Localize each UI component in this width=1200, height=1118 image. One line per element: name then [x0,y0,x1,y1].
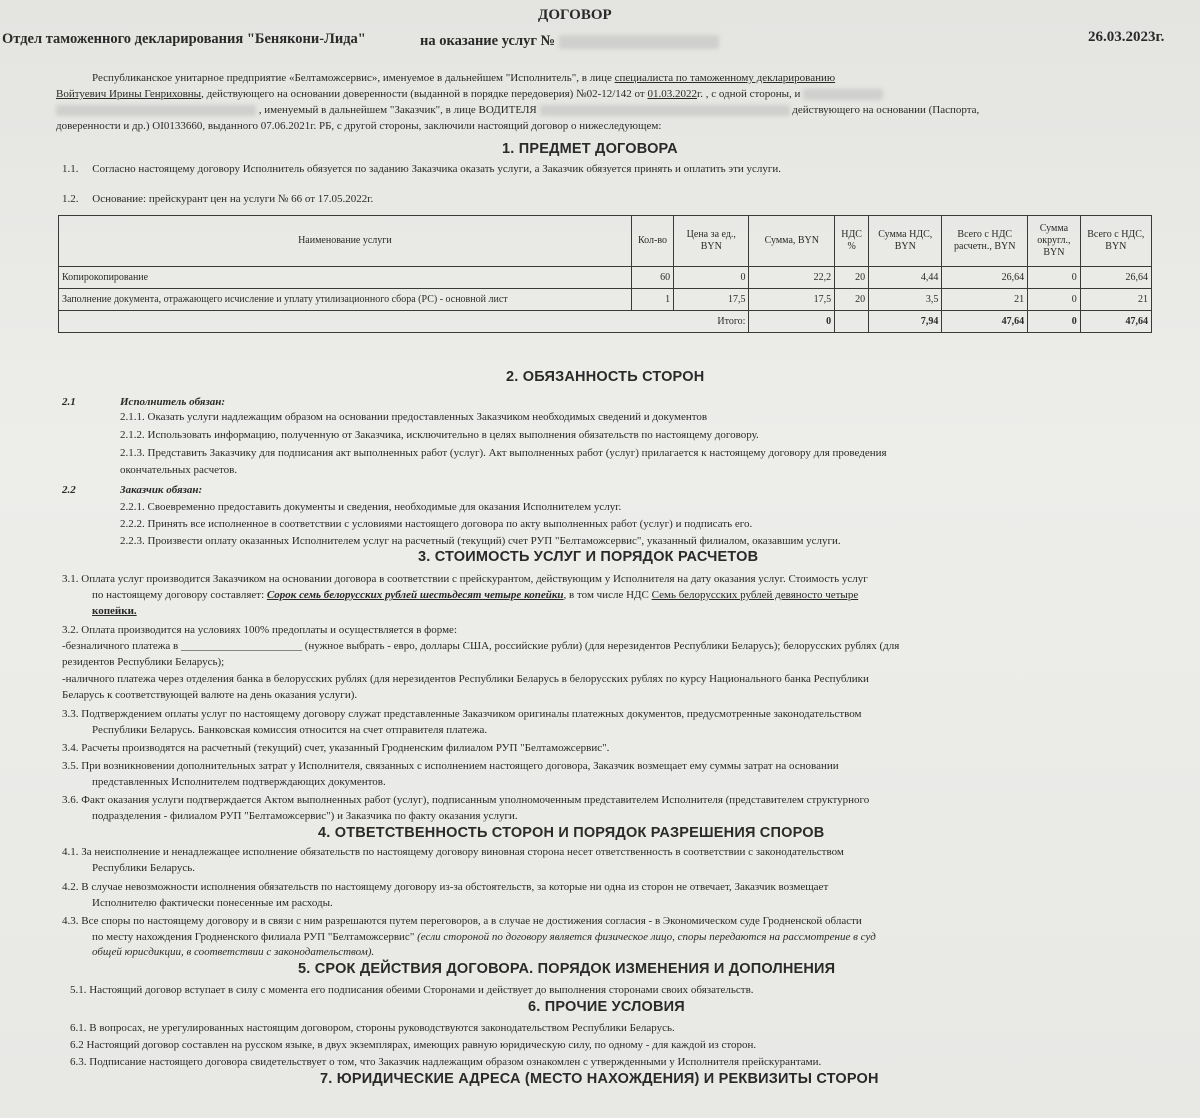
table-header-row [59,216,1152,267]
header-rounding: Сумма округл., BYN [1028,216,1081,267]
intro-line3-text: , именуемый в дальнейшем "Заказчик", в лице ВОДИТЕЛЯ [258,104,537,116]
clause-2-2-2: 2.2.2. Принять все исполненное в соответствии с условиями настоящего договора по акту выполненных работ (услуг) и подписать его. [120,518,753,530]
header-vat: НДС % [835,216,869,267]
intro-line4: доверенности и др.) OI0133660, выданного 07.06.2021г. РБ, с другой стороны, заключили настоящий договор о нижеследующем: [56,120,662,132]
header-price: Цена за ед., BYN [674,216,749,267]
section-7-title: 7. ЮРИДИЧЕСКИЕ АДРЕСА (МЕСТО НАХОЖДЕНИЯ) И РЕКВИЗИТЫ СТОРОН [320,1071,879,1087]
clause-2-1-number: 2.1 [62,396,76,408]
clause-6-1: 6.1. В вопросах, не урегулированных настоящим договором, стороны руководствуются законодательством Республики Беларусь. [70,1022,675,1034]
total-calc: 47,64 [942,311,1028,333]
row-total: 21 [1080,289,1151,311]
services-table [58,215,1152,333]
clause-3-2: 3.2. Оплата производится на условиях 100% предоплаты и осуществляется в форме: [62,624,457,636]
section-3-title: 3. СТОИМОСТЬ УСЛУГ И ПОРЯДОК РАСЧЕТОВ [418,549,759,565]
row-total: 26,64 [1080,267,1151,289]
intro-line3-end: действующего на основании (Паспорта, [792,104,980,116]
row-rounding: 0 [1028,267,1081,289]
header-sum: Сумма, BYN [749,216,835,267]
row-vat-sum: 3,5 [869,289,942,311]
row-vat: 20 [835,289,869,311]
table-total-row [59,311,1152,333]
document-title: ДОГОВОР [538,7,612,23]
clause-3-1-vat-text: , в том числе НДС [563,589,652,601]
total-rounding: 0 [1028,311,1081,333]
clause-1-2 [62,192,373,207]
row-price: 0 [674,267,749,289]
clause-4-1: 4.1. За неисполнение и ненадлежащее исполнение обязательств по настоящему договору виновная сторона несет ответственность в соответствии с законодательством [62,846,844,858]
clause-3-1-cont [92,588,858,603]
clause-2-2-number: 2.2 [62,484,76,496]
clause-5-1: 5.1. Настоящий договор вступает в силу с момента его подписания обеими Сторонами и действует до выполнения сторонами своих обязательств. [70,984,754,996]
clause-4-3-italic: (если стороной по договору является физическое лицо, споры передаются на рассмотрение в суд [417,931,876,943]
clause-3-5: 3.5. При возникновении дополнительных затрат у Исполнителя, связанных с исполнением настоящего договора, Заказчик возмещает ему суммы затрат на основании [62,760,839,772]
total-vat-sum: 7,94 [869,311,942,333]
intro-representative-name: Войтуевич Ирины Генриховны [56,88,202,100]
clause-2-1-3-cont: окончательных расчетов. [120,464,238,476]
header-vat-sum: Сумма НДС, BYN [869,216,942,267]
clause-1-2-number: 1.2. [62,193,79,205]
redacted-customer-name [56,105,256,116]
section-5-title: 5. СРОК ДЕЙСТВИЯ ДОГОВОРА. ПОРЯДОК ИЗМЕНЕНИЯ И ДОПОЛНЕНИЯ [298,961,836,977]
redacted-name-1 [803,89,883,100]
intro-line2-end: г. , с одной стороны, и [696,88,801,100]
table-row [59,267,1152,289]
clause-4-2-cont: Исполнителю фактически понесенные им расходы. [92,897,333,909]
clause-3-2-noncash: -безналичного платежа в ______________________ (нужное выбрать - евро, доллары США, российские рубли) (для нерезидентов Республики Беларусь); белорусских рублях (для [62,640,900,652]
clause-3-2-residents: резидентов Республики Беларусь); [62,656,225,668]
intro-paragraph [56,70,1166,134]
clause-3-2-cash: -наличного платежа через отделения банка в белорусских рублях (для нерезидентов Республики Беларусь в белорусских рублях по курсу Национального банка Республики [62,673,869,685]
clause-4-1-cont: Республики Беларусь. [92,862,196,874]
total-label: Итого: [59,311,749,333]
intro-position: специалиста по таможенному декларированию [614,72,836,84]
clause-3-4: 3.4. Расчеты производятся на расчетный (текущий) счет, указанный Гродненским филиалом РУП "Белтаможсервис". [62,742,610,754]
clause-2-2-3: 2.2.3. Произвести оплату оказанных Исполнителем услуг на расчетный (текущий) счет РУП "Белтаможсервис", указанный филиалом, оказавшим услуги. [120,535,841,547]
clause-6-3: 6.3. Подписание настоящего договора свидетельствует о том, что Заказчик надлежащим образом ознакомлен с утвержденными у Исполнителя прейскурантами. [70,1056,822,1068]
clause-2-1-heading: Исполнитель обязан: [120,396,226,408]
clause-3-5-cont: представленных Исполнителем подтверждающих документов. [92,776,386,788]
row-service-name: Заполнение документа, отражающего исчисление и уплату утилизационного сбора (РС) - основной лист [59,289,632,311]
clause-3-2-rate: Беларусь к соответствующей валюте на день оказания услуги). [62,689,358,701]
total-total: 47,64 [1080,311,1151,333]
header-qty: Кол-во [631,216,673,267]
clause-2-2-1: 2.2.1. Своевременно предоставить документы и сведения, необходимые для оказания Исполнителем услуг. [120,501,622,513]
row-total-calc: 21 [942,289,1028,311]
row-rounding: 0 [1028,289,1081,311]
clause-4-3-end: общей юрисдикции, в соответствии с законодательством). [92,946,375,958]
clause-3-1-cont-text: по настоящему договору составляет: [92,589,267,601]
row-qty: 1 [631,289,673,311]
document-date: 26.03.2023г. [1088,29,1165,45]
row-vat: 20 [835,267,869,289]
document-subtitle [420,34,719,49]
section-2-title: 2. ОБЯЗАННОСТЬ СТОРОН [506,369,705,385]
clause-6-2: 6.2 Настоящий договор составлен на русском языке, в двух экземплярах, имеющих равную юридическую силу, по одному - для каждой из сторон. [70,1039,757,1051]
total-vat-empty [835,311,869,333]
clause-4-2: 4.2. В случае невозможности исполнения обязательств по настоящему договору из-за обстоятельств, за которые ни одна из сторон не отвечает, Заказчик возмещает [62,881,829,893]
clause-3-1-kopecks: копейки. [92,605,137,617]
clause-2-1-3: 2.1.3. Представить Заказчику для подписания акт выполненных работ (услуг). Акт выполненных работ (услуг) прилагается к настоящему договору для проведения [120,447,887,459]
section-1-title: 1. ПРЕДМЕТ ДОГОВОРА [502,141,678,157]
redacted-contract-number [559,35,719,49]
clause-4-3-cont [92,930,876,945]
department-name: Отдел таможенного декларирования "Бенякони-Лида" [2,31,366,47]
section-4-title: 4. ОТВЕТСТВЕННОСТЬ СТОРОН И ПОРЯДОК РАЗРЕШЕНИЯ СПОРОВ [318,825,825,841]
row-total-calc: 26,64 [942,267,1028,289]
total-sum: 0 [749,311,835,333]
row-qty: 60 [631,267,673,289]
clause-1-2-text: Основание: прейскурант цен на услуги № 66 от 17.05.2022г. [92,193,374,205]
clause-4-3-cont-text: по месту нахождения Гродненского филиала РУП "Белтаможсервис" [92,931,418,943]
price-in-words: Сорок семь белорусских рублей шестьдесят четыре копейки [266,589,564,601]
intro-line2-text: , действующего на основании доверенности (выданной в порядке передоверия) №02-12/142 от [201,88,648,100]
clause-1-1 [62,162,781,177]
section-6-title: 6. ПРОЧИЕ УСЛОВИЯ [528,999,685,1015]
clause-1-1-text: Согласно настоящему договору Исполнитель обязуется по заданию Заказчика оказать услуги, а Заказчик обязуется принять и оплатить эти услуги. [92,163,782,175]
vat-in-words: Семь белорусских рублей девяносто четыре [651,589,859,601]
clause-4-3: 4.3. Все споры по настоящему договору и в связи с ним разрешаются путем переговоров, а в случае не достижения согласия - в Экономическом суде Гродненской области [62,915,862,927]
header-total: Всего с НДС, BYN [1080,216,1151,267]
clause-2-1-2: 2.1.2. Использовать информацию, полученную от Заказчика, исключительно в целях выполнения обязательств по настоящему договору. [120,429,759,441]
clause-3-1: 3.1. Оплата услуг производится Заказчиком на основании договора в соответствии с прейскурантом, действующим у Исполнителя на дату оказания услуг. Стоимость услуг [62,573,868,585]
clause-3-3: 3.3. Подтверждением оплаты услуг по настоящему договору служат представленные Заказчиком оригиналы платежных документов, предусмотренные законодательством [62,708,862,720]
header-total-calc: Всего с НДС расчетн., BYN [942,216,1028,267]
header-service-name: Наименование услуги [59,216,632,267]
clause-1-1-number: 1.1. [62,163,79,175]
clause-3-6: 3.6. Факт оказания услуги подтверждается Актом выполненных работ (услуг), подписанным уполномоченным представителем Исполнителя (представителем структурного [62,794,870,806]
subtitle-text: на оказание услуг № [420,33,556,49]
intro-line1-text: Республиканское унитарное предприятие «Белтаможсервис», именуемое в дальнейшем "Исполнитель", в лице [92,72,615,84]
row-sum: 22,2 [749,267,835,289]
clause-2-1-1: 2.1.1. Оказать услуги надлежащим образом на основании предоставленных Заказчиком необходимых сведений и документов [120,411,708,423]
row-vat-sum: 4,44 [869,267,942,289]
row-service-name: Копирокопирование [59,267,632,289]
clause-3-3-cont: Республики Беларусь. Банковская комиссия относится на счет отправителя платежа. [92,724,488,736]
intro-poa-date: 01.03.2022 [647,88,697,100]
redacted-driver-name [540,105,790,116]
table-row [59,289,1152,311]
row-price: 17,5 [674,289,749,311]
clause-3-6-cont: подразделения - филиалом РУП "Белтаможсервис") и Заказчика по факту оказания услуги. [92,810,518,822]
row-sum: 17,5 [749,289,835,311]
clause-2-2-heading: Заказчик обязан: [120,484,203,496]
